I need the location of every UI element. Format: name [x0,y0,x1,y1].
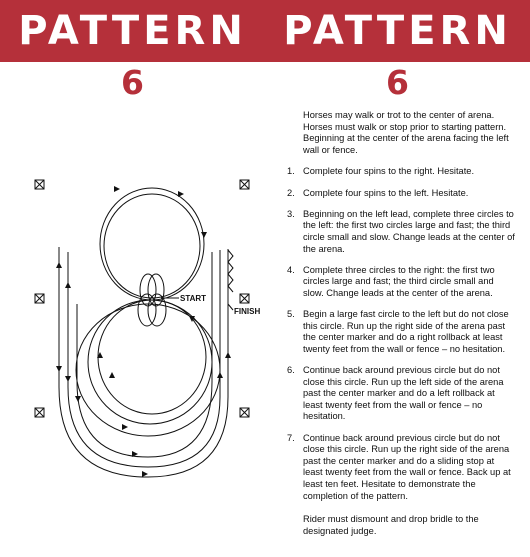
rollback-zigzag [228,250,233,292]
step-item [287,188,515,200]
right-pattern-number: 6 [386,63,409,102]
step-number: 7. [287,432,295,443]
outer-loop-path-2 [68,250,220,467]
marker-icon [35,408,44,417]
arrow-icon [225,352,231,358]
step-item [287,309,515,355]
step-number: 6. [287,365,295,376]
marker-icon [240,180,249,189]
arrow-icon [178,191,184,197]
arrow-icon [65,282,71,288]
step-number: 3. [287,208,295,219]
left-pattern-number: 6 [121,63,144,102]
arrow-icon [109,372,115,378]
step-text: Begin a large fast circle to the left but do not close this circle. Run up the right side of the arena past the center marker and do a right rollback at least twenty feet from the wall or fence – no hesitation. [303,309,509,354]
step-text: Complete three circles to the right: the first two circles large and fast; the third circle small and slow. Change leads at the center of the arena. [303,264,495,298]
arrow-icon [65,376,71,382]
pattern-instructions [287,110,515,537]
arrow-icon [56,366,62,372]
upper-circle-large-2 [104,194,200,298]
right-pattern-title: PATTERN [283,8,512,54]
step-item [287,209,515,255]
step-number: 2. [287,187,295,198]
step-item [287,365,515,423]
left-pattern-title: PATTERN [18,8,247,54]
closing-text: Rider must dismount and drop bridle to the designated judge. [303,514,479,536]
marker-icon [35,294,44,303]
intro-text: Horses may walk or trot to the center of arena. Horses must walk or stop prior to starting pattern. Beginning at the center of the arena facing the left wall or fence. [303,110,509,155]
step-text: Complete four spins to the right. Hesitate. [303,166,475,177]
arrow-icon [114,186,120,192]
marker-icon [240,408,249,417]
upper-circle-large [100,188,204,300]
marker-icon [35,180,44,189]
step-text: Continue back around previous circle but do not close this circle. Run up the left side of the arena past the center marker and do a left rollback at least twenty feet from the wall or fence – no hesitation. [303,365,504,422]
step-number: 1. [287,166,295,177]
step-number: 5. [287,309,295,320]
arrow-icon [122,424,128,430]
step-item [287,433,515,503]
step-text: Complete four spins to the left. Hesitate. [303,187,469,198]
header-banner [0,0,530,62]
step-item [287,265,515,300]
finish-label: FINISH [234,307,261,316]
step-text: Continue back around previous circle but do not close this circle. Run up the right side of the arena past the center marker and do a sliding stop at least twenty feet from the wall or fence. Back up at least ten feet. Hesitate to demonstrate the completion of the pattern. [303,432,511,501]
arrow-icon [75,396,81,402]
step-number: 4. [287,264,295,275]
small-circle [148,294,166,326]
arrow-icon [142,471,148,477]
arrow-icon [201,232,207,238]
pattern-diagram [28,172,273,502]
step-text: Beginning on the left lead, complete three circles to the left: the first two circles large and fast; the third circle small and slow. Change leads at the center of the arena. [303,208,515,254]
outer-loop-path-3 [77,252,212,457]
step-item [287,166,515,178]
arrow-icon [217,372,223,378]
start-label: START [180,294,207,303]
small-circle [138,294,156,326]
arrow-icon [56,262,62,268]
center-marker-icon [240,294,249,303]
steps-list [287,166,515,502]
